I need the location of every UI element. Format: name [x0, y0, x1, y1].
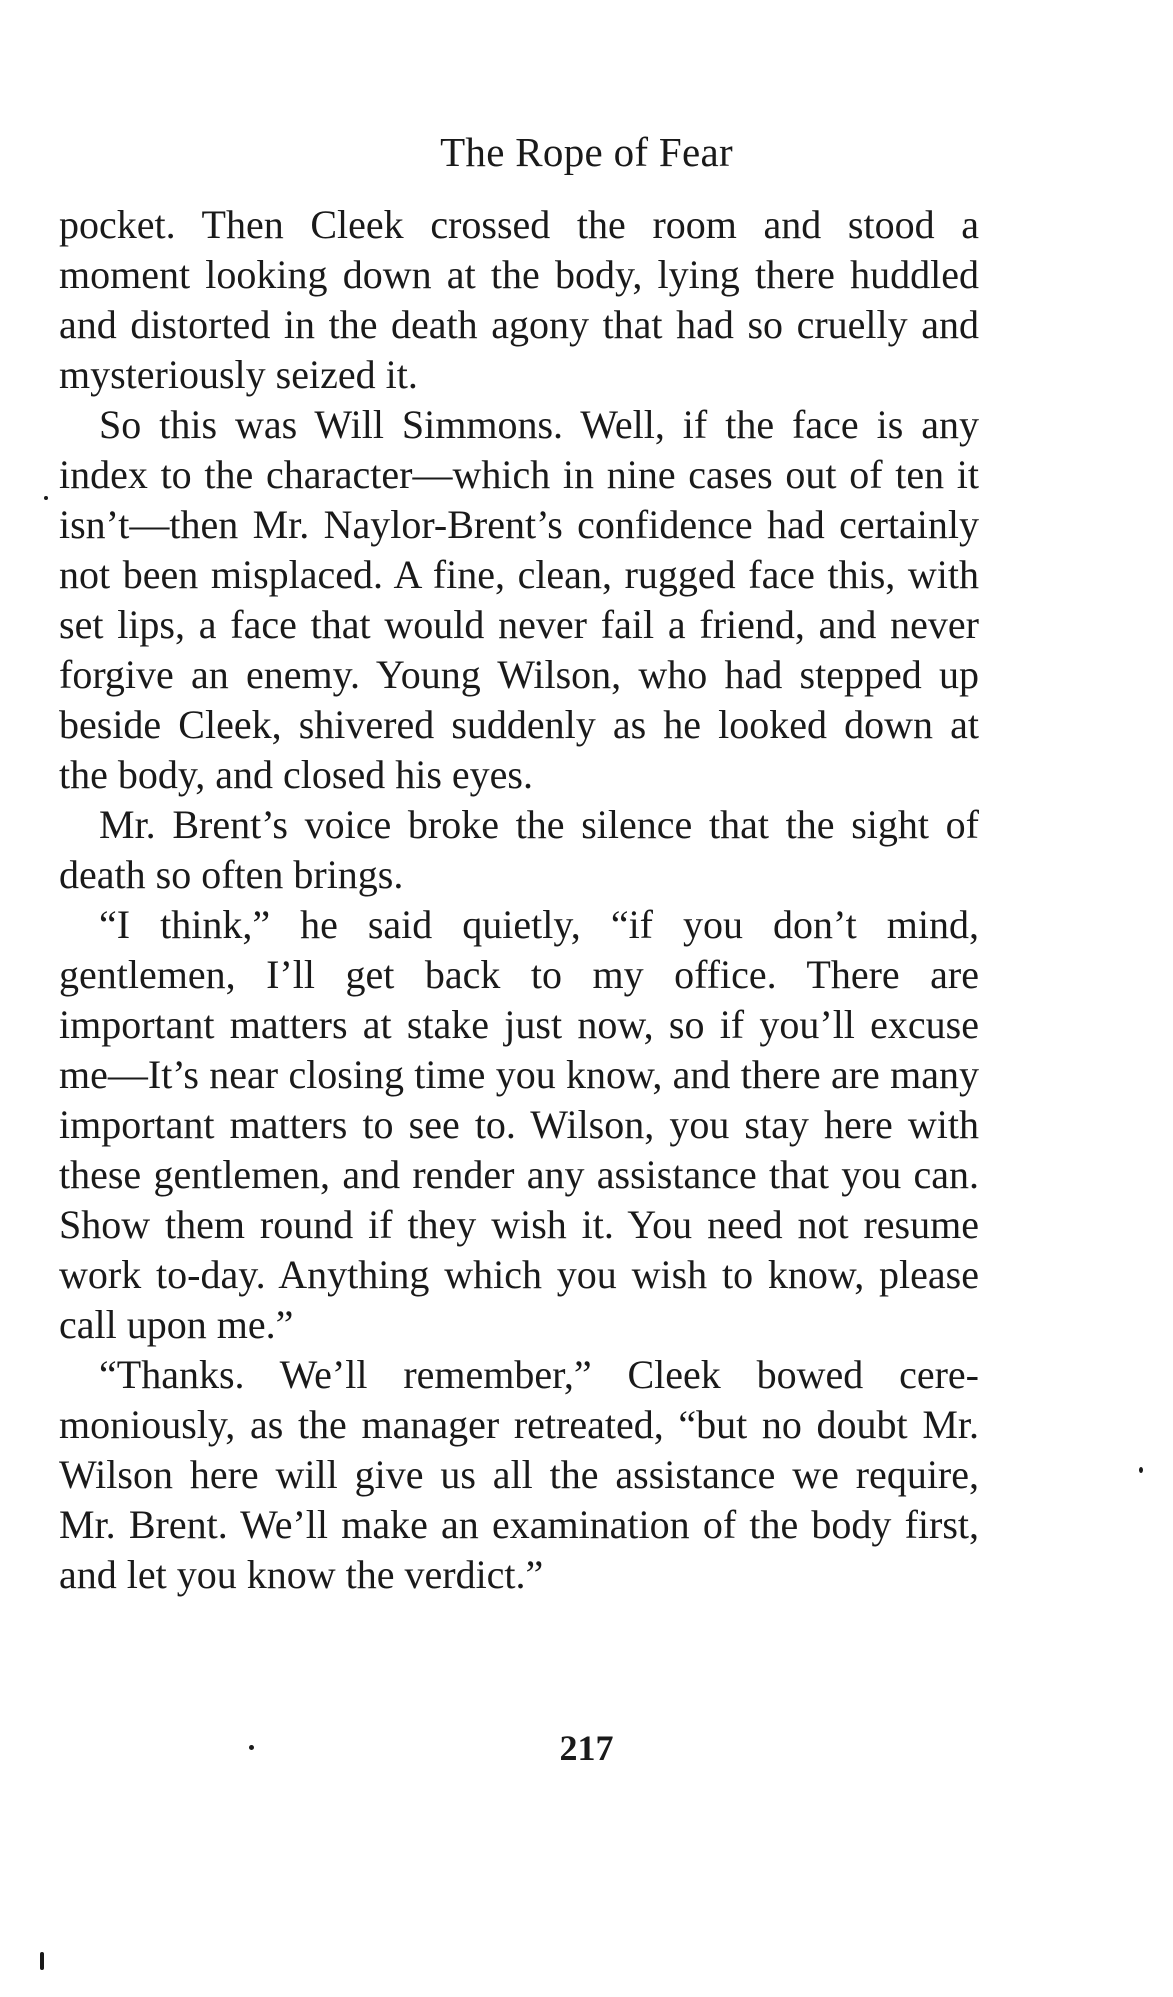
running-head: The Rope of Fear [440, 129, 733, 175]
paragraph-2: So this was Will Simmons. Well, if the face is any index to the character—which in nine cases out of ten it isn’t—then Mr. Naylor-Brent’s confidence had certainly not been misplaced. A fine, clean, rugged face this, with set lips, a face that would never fail a friend, and never forgive an enemy. Young Wilson, who had stepped up beside Cleek, shivered suddenly as he looked down at the body, and closed his eyes. [59, 402, 979, 797]
scan-speck [40, 1952, 44, 1970]
paragraph-3: Mr. Brent’s voice broke the silence that the sight of death so often brings. [59, 802, 979, 897]
scan-speck [1139, 1467, 1143, 1473]
body-text [59, 200, 979, 1600]
paragraph-1: pocket. Then Cleek crossed the room and stood a moment looking down at the body, lying there huddled and distorted in the death agony that had so cruelly and mysteriously seized it. [59, 202, 979, 397]
paragraph-5: “Thanks. We’ll remember,” Cleek bowed ceremoniously, as the manager retreated, “but no doubt Mr. Wilson here will give us all the assistance we require, Mr. Brent. We’ll make an examination of the body first, and let you know the verdict.” [59, 1352, 979, 1597]
page-number: 217 [559, 1728, 614, 1768]
scan-speck [44, 496, 48, 500]
paragraph-4: “I think,” he said quietly, “if you don’t mind, gentlemen, I’ll get back to my office. There are important matters at stake just now, so if you’ll excuse me—It’s near closing time you know, and there are many important matters to see to. Wilson, you stay here with these gentlemen, and render any assistance that you can. Show them round if they wish it. You need not resume work to-day. Anything which you wish to know, please call upon me.” [59, 902, 979, 1347]
scan-speck [249, 1745, 254, 1750]
